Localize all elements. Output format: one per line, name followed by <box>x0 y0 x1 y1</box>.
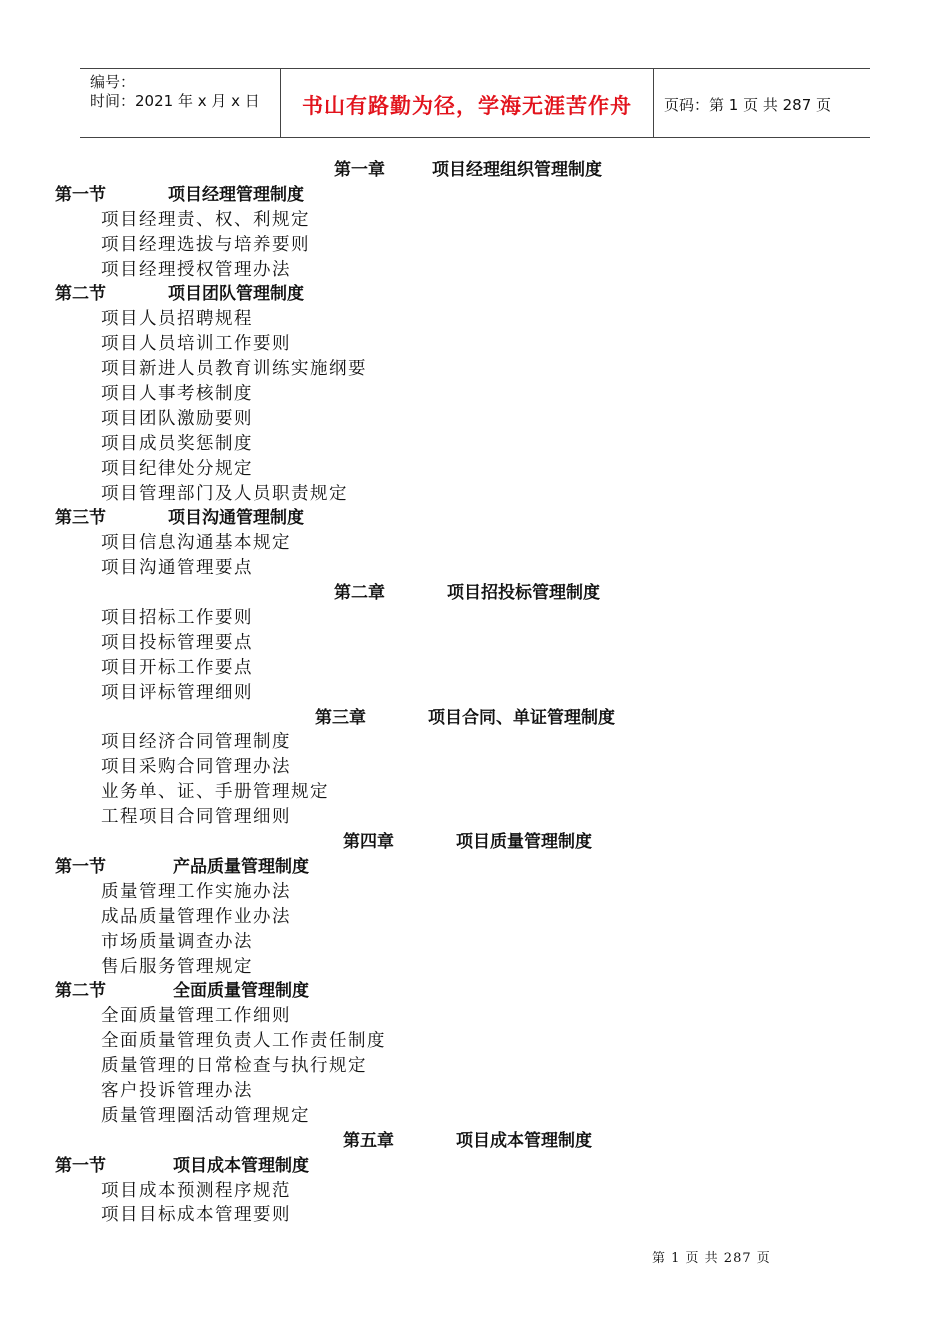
toc-item: 项目新进人员教育训练实施纲要 <box>101 359 367 380</box>
toc-item: 项目信息沟通基本规定 <box>101 533 291 554</box>
toc-item: 项目人事考核制度 <box>101 384 253 405</box>
chapter-number: 第五章 <box>343 1130 394 1151</box>
section-title: 全面质量管理制度 <box>173 981 309 1002</box>
toc-item: 项目招标工作要则 <box>101 608 253 629</box>
chapter-number: 第四章 <box>343 832 394 853</box>
section-heading <box>0 1154 950 1179</box>
chapter-heading <box>0 706 950 731</box>
toc-item: 项目人员培训工作要则 <box>101 334 291 355</box>
toc-item: 项目目标成本管理要则 <box>101 1205 291 1226</box>
header-meta <box>80 69 281 137</box>
section-title: 项目成本管理制度 <box>173 1155 309 1176</box>
toc-item: 项目团队激励要则 <box>101 408 253 429</box>
toc-item: 项目经理授权管理办法 <box>101 259 291 280</box>
toc-item: 项目人员招聘规程 <box>101 309 253 330</box>
section-number: 第二节 <box>55 981 106 1002</box>
number-label: 编号： <box>90 73 136 91</box>
time-label: 时间：2021 年 x 月 x 日 <box>90 92 260 110</box>
toc-item: 质量管理的日常检查与执行规定 <box>101 1056 367 1077</box>
toc-item: 项目开标工作要点 <box>101 657 253 678</box>
chapter-heading <box>0 158 950 183</box>
toc-item: 项目采购合同管理办法 <box>101 757 291 778</box>
section-title: 产品质量管理制度 <box>173 856 309 877</box>
toc-item: 项目经理责、权、利规定 <box>101 209 310 230</box>
document-header <box>80 68 870 138</box>
chapter-heading <box>0 830 950 855</box>
toc-item: 市场质量调查办法 <box>101 931 253 952</box>
toc-item: 客户投诉管理办法 <box>101 1080 253 1101</box>
section-heading <box>0 183 950 208</box>
chapter-number: 第二章 <box>334 583 385 604</box>
toc-item: 全面质量管理负责人工作责任制度 <box>101 1031 386 1052</box>
section-number: 第一节 <box>55 856 106 877</box>
chapter-heading <box>0 1129 950 1154</box>
toc-item: 项目投标管理要点 <box>101 632 253 653</box>
section-number: 第三节 <box>55 508 106 529</box>
table-of-contents <box>0 158 950 1228</box>
header-motto-cell <box>281 69 654 137</box>
header-page-info-cell <box>654 69 870 138</box>
toc-item: 项目经济合同管理制度 <box>101 732 291 753</box>
section-number: 第一节 <box>55 184 106 205</box>
section-heading <box>0 855 950 880</box>
toc-item: 工程项目合同管理细则 <box>101 807 291 828</box>
toc-item: 质量管理工作实施办法 <box>101 881 291 902</box>
section-heading <box>0 282 950 307</box>
chapter-heading <box>0 581 950 606</box>
section-heading <box>0 506 950 531</box>
toc-item: 项目沟通管理要点 <box>101 558 253 579</box>
page-info: 页码：第 1 页 共 287 页 <box>664 95 832 114</box>
section-title: 项目经理管理制度 <box>168 184 304 205</box>
page-footer: 第 1 页 共 287 页 <box>652 1251 771 1266</box>
toc-item: 项目纪律处分规定 <box>101 458 253 479</box>
toc-item: 业务单、证、手册管理规定 <box>101 782 329 803</box>
toc-item: 成品质量管理作业办法 <box>101 906 291 927</box>
chapter-title: 项目招投标管理制度 <box>447 583 600 604</box>
section-number: 第二节 <box>55 284 106 305</box>
toc-item: 质量管理圈活动管理规定 <box>101 1105 310 1126</box>
toc-item: 项目评标管理细则 <box>101 682 253 703</box>
section-number: 第一节 <box>55 1155 106 1176</box>
toc-item: 项目成员奖惩制度 <box>101 433 253 454</box>
section-title: 项目团队管理制度 <box>168 284 304 305</box>
section-title: 项目沟通管理制度 <box>168 508 304 529</box>
chapter-title: 项目质量管理制度 <box>456 832 592 853</box>
toc-item: 项目经理选拔与培养要则 <box>101 234 310 255</box>
toc-item: 全面质量管理工作细则 <box>101 1006 291 1027</box>
motto: 书山有路勤为径，学海无涯苦作舟 <box>302 94 632 118</box>
toc-item: 项目成本预测程序规范 <box>101 1180 291 1201</box>
chapter-title: 项目成本管理制度 <box>456 1130 592 1151</box>
chapter-number: 第三章 <box>315 707 366 728</box>
section-heading <box>0 979 950 1004</box>
chapter-title: 项目经理组织管理制度 <box>432 160 602 180</box>
toc-item: 售后服务管理规定 <box>101 956 253 977</box>
chapter-number: 第一章 <box>334 160 385 180</box>
toc-item: 项目管理部门及人员职责规定 <box>101 483 348 504</box>
chapter-title: 项目合同、单证管理制度 <box>428 707 615 728</box>
